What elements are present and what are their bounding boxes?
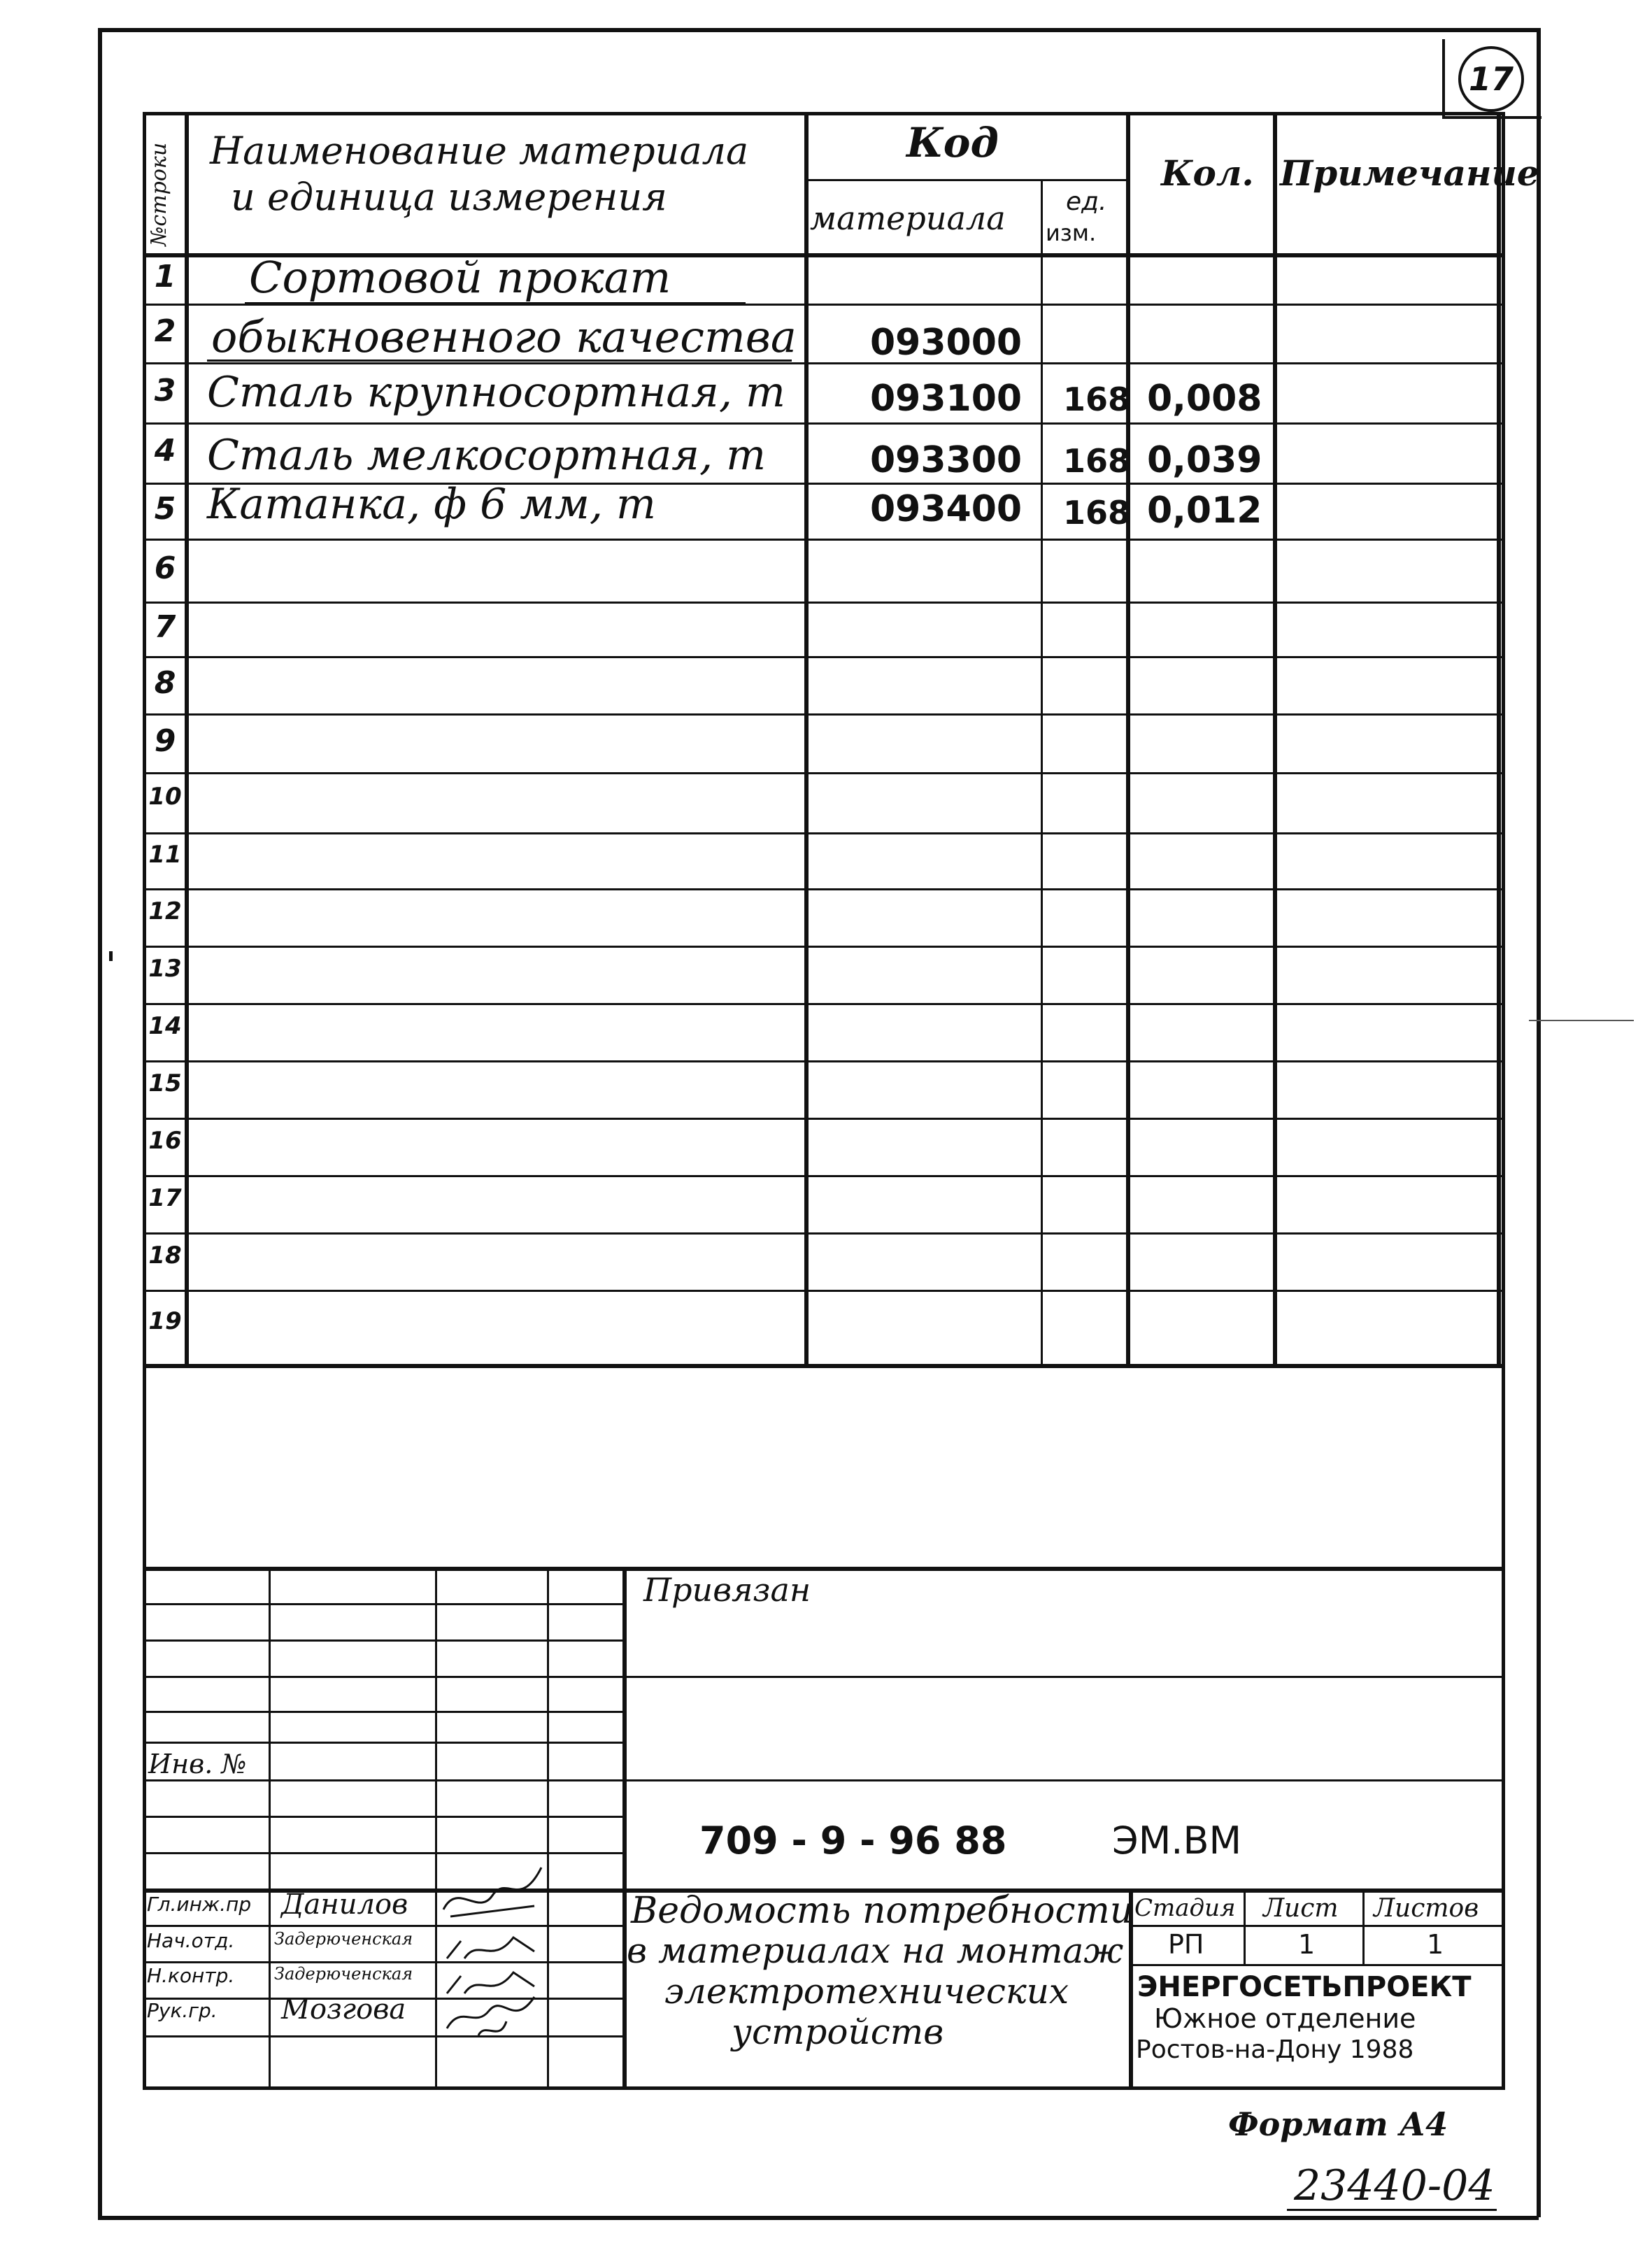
stamp-left-line-1 (143, 1603, 622, 1605)
org-line-3: Ростов-на-Дону 1988 (1136, 2035, 1414, 2064)
row-4-unit: 168 (1063, 442, 1131, 480)
row-4-name: Сталь мелкосортная, т (207, 431, 767, 480)
frame-right (1537, 28, 1541, 2217)
row-7-number: 7 (154, 609, 176, 645)
row-13-bottom-line (143, 1003, 1505, 1005)
stamp-left-line-7 (143, 1816, 622, 1818)
role-3-title: Н.контр. (147, 1964, 235, 1987)
stamp-privyazan: Привязан (643, 1571, 811, 1609)
stamp-doc-mark: ЭМ.ВМ (1112, 1819, 1242, 1863)
row-14-number: 14 (148, 1012, 182, 1040)
row-16-number: 16 (148, 1127, 182, 1155)
header-code-unit-1: ед. (1066, 187, 1107, 216)
header-code-material: материала (810, 199, 1006, 237)
stamp-top (143, 1567, 1505, 1571)
row-2-name: обыкновенного качества (211, 311, 797, 362)
stamp-left-line-3 (143, 1676, 622, 1678)
row-6-bottom-line (143, 602, 1505, 604)
row-5-number: 5 (154, 491, 176, 527)
sheets-value: 1 (1427, 1929, 1444, 1960)
signature-4 (447, 1997, 534, 2035)
row-3-bottom-line (143, 422, 1505, 425)
stamp-col-4 (622, 1567, 627, 2090)
stamp-right-line-2 (622, 1779, 1505, 1781)
row-12-number: 12 (148, 897, 182, 925)
row-5-bottom-line (143, 539, 1505, 541)
stamp-left-line-5 (143, 1742, 622, 1744)
row-18-number: 18 (148, 1242, 182, 1269)
stage-col-2 (1362, 1888, 1365, 1965)
stage-row-2 (1129, 1964, 1505, 1966)
signature-1 (443, 1868, 541, 1909)
row-1-number: 1 (154, 259, 176, 294)
role-1-title: Гл.инж.пр (147, 1893, 252, 1916)
header-note: Примечание (1280, 152, 1539, 194)
row-10-bottom-line (143, 832, 1505, 834)
row-11-number: 11 (148, 841, 182, 869)
sheets-label: Листов (1374, 1894, 1479, 1923)
row-11-bottom-line (143, 888, 1505, 890)
frame-bottom (98, 2216, 1539, 2220)
row-9-number: 9 (154, 723, 176, 759)
header-row-no: №строки (147, 142, 171, 246)
row-4-qty: 0,039 (1147, 439, 1262, 481)
row-4-number: 4 (154, 433, 176, 469)
row-5-unit: 168 (1063, 494, 1131, 532)
row-18-bottom-line (143, 1290, 1505, 1292)
row-5-name: Катанка, ф 6 мм, т (207, 480, 656, 529)
row-1-underline (245, 302, 746, 304)
row-3-code: 093100 (870, 378, 1023, 420)
org-line-1: ЭНЕРГОСЕТЬПРОЕКТ (1137, 1971, 1472, 2003)
stage-row-1 (1129, 1925, 1505, 1927)
row-17-bottom-line (143, 1232, 1505, 1235)
archive-underline (1287, 2209, 1497, 2211)
format-label: Формат А4 (1228, 2105, 1448, 2143)
page-number-circle (1458, 46, 1524, 112)
row-3-qty: 0,008 (1147, 378, 1262, 420)
row-2-number: 2 (154, 313, 176, 349)
stage-label: Стадия (1134, 1894, 1236, 1922)
scan-mark-left (109, 951, 113, 961)
header-name-line1: Наименование материала (210, 129, 749, 173)
stamp-col-1 (269, 1567, 271, 2090)
stage-value: РП (1168, 1929, 1204, 1960)
stamp-doc-code: 709 - 9 - 96 88 (699, 1819, 1007, 1863)
role-1-name: Данилов (281, 1888, 408, 1921)
row-6-number: 6 (154, 550, 176, 586)
frame-top (98, 28, 1539, 32)
stamp-title-2: в материалах на монтаж (627, 1930, 1124, 1971)
row-1-name: Сортовой прокат (249, 252, 671, 303)
code-header-divider (804, 179, 1126, 181)
role-2-title: Нач.отд. (147, 1929, 235, 1952)
row-5-code: 093400 (870, 488, 1023, 530)
row-3-unit: 168 (1063, 380, 1131, 418)
row-15-bottom-line (143, 1118, 1505, 1120)
row-17-number: 17 (148, 1184, 182, 1212)
stamp-title-1: Ведомость потребности (631, 1890, 1134, 1932)
row-9-bottom-line (143, 772, 1505, 774)
stage-block-left (1129, 1888, 1133, 2090)
signatures (436, 1854, 548, 2091)
header-qty: Кол. (1161, 152, 1254, 194)
row-16-bottom-line (143, 1175, 1505, 1177)
page-number: 17 (1468, 60, 1514, 98)
signature-3 (447, 1972, 534, 1993)
row-4-code: 093300 (870, 439, 1023, 481)
stamp-left-line-8 (143, 1852, 622, 1854)
stamp-inv-no: Инв. № (148, 1749, 247, 1779)
row-5-qty: 0,012 (1147, 490, 1262, 532)
row-19-bottom-line (143, 1364, 1505, 1368)
row-7-bottom-line (143, 656, 1505, 658)
stamp-right-line-1 (622, 1676, 1505, 1678)
scan-mark-right (1529, 1020, 1634, 1021)
row-2-code: 093000 (870, 322, 1023, 364)
signature-1b (450, 1906, 534, 1916)
row-14-bottom-line (143, 1060, 1505, 1062)
stamp-left-line-4 (143, 1711, 622, 1713)
row-2-bottom-line (143, 362, 1505, 364)
stamp-title-4: устройств (732, 2012, 944, 2052)
header-code-unit-2: изм. (1046, 220, 1097, 246)
stamp-left-line-13 (143, 2035, 622, 2037)
archive-number: 23440-04 (1294, 2161, 1495, 2210)
role-3-name: Задерюченская (274, 1964, 413, 1984)
row-2-underline (207, 360, 792, 362)
sheet-label: Лист (1263, 1894, 1339, 1923)
stamp-left-line-11 (143, 1961, 622, 1963)
row-8-number: 8 (154, 665, 176, 701)
row-13-number: 13 (148, 955, 182, 983)
stamp-left-line-6 (143, 1779, 622, 1781)
stage-col-1 (1244, 1888, 1246, 1965)
row-3-number: 3 (154, 373, 176, 408)
signature-2 (447, 1937, 534, 1958)
frame-left (98, 28, 102, 2217)
row-19-number: 19 (148, 1307, 182, 1335)
role-4-title: Рук.гр. (147, 1999, 218, 2022)
role-2-name: Задерюченская (274, 1929, 413, 1949)
row-10-number: 10 (148, 783, 182, 811)
header-code: Код (906, 119, 999, 166)
row-8-bottom-line (143, 713, 1505, 716)
role-4-name: Мозгова (281, 1993, 406, 2026)
stamp-left-line-10 (143, 1925, 622, 1927)
row-12-bottom-line (143, 946, 1505, 948)
header-name-line2: и единица измерения (231, 175, 667, 219)
row-15-number: 15 (148, 1069, 182, 1097)
row-3-name: Сталь крупносортная, т (207, 368, 785, 417)
stamp-title-3: электротехнических (664, 1971, 1069, 2012)
org-line-2: Южное отделение (1154, 2003, 1416, 2034)
stamp-left-line-2 (143, 1639, 622, 1642)
sheet-value: 1 (1298, 1929, 1316, 1960)
